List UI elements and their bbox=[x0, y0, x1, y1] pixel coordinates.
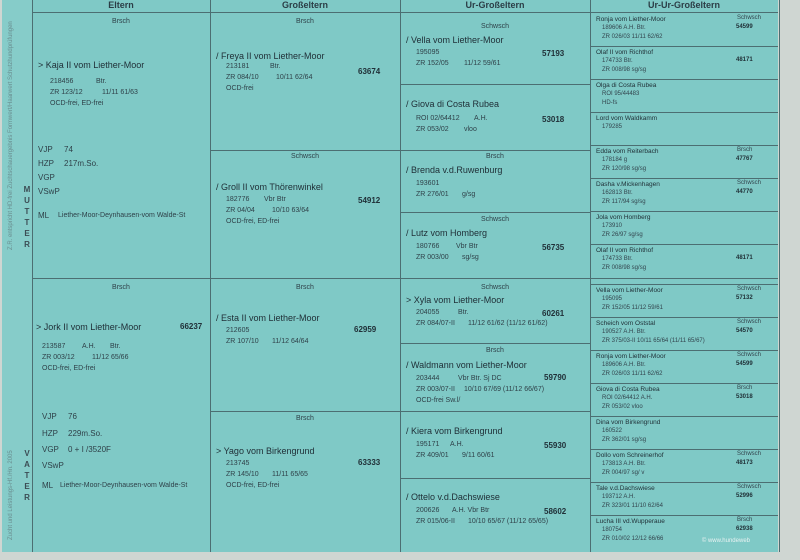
grandparent-3-show: 11/12 64/64 bbox=[272, 338, 309, 345]
great-grandparent-5-reg: 204055 bbox=[416, 309, 440, 316]
grandparent-4-health: OCD-frei, ED-frei bbox=[226, 482, 280, 489]
great-grandparent-6-reg: 203444 bbox=[416, 375, 440, 382]
gg-grandparent-num: 44770 bbox=[736, 189, 753, 195]
ururgross-divider bbox=[590, 178, 778, 179]
father-color: Brsch bbox=[112, 284, 130, 291]
great-grandparent-7-reg: 195171 bbox=[416, 441, 440, 448]
great-grandparent-3-show: g/sg bbox=[462, 191, 476, 198]
father-vjp: 76 bbox=[68, 412, 77, 421]
gg-grandparent-reg: 189606 A.H. Btr. bbox=[602, 362, 646, 368]
divider-mother-father bbox=[32, 278, 778, 279]
father-vgp-label: VGP bbox=[42, 445, 59, 454]
gg-grandparent-name: Dina vom Birkengrund bbox=[596, 419, 661, 426]
great-grandparent-8-reg: 200626 bbox=[416, 507, 440, 514]
grandparent-3-name: / Esta II vom Liether-Moor bbox=[216, 313, 320, 323]
gg-grandparent-name: Edda vom Reiterbach bbox=[596, 148, 659, 155]
gg-grandparent-name: Olga di Costa Rubea bbox=[596, 82, 657, 89]
great-grandparent-5-num: 60261 bbox=[542, 309, 565, 318]
gg-grandparent-name: Olaf II vom Richthof bbox=[596, 49, 654, 56]
gross-divider-1 bbox=[210, 150, 400, 151]
father-vswp-label: VSwP bbox=[42, 461, 64, 470]
mother-name: > Kaja II vom Liether-Moor bbox=[38, 60, 145, 70]
mother-vjp: 74 bbox=[64, 145, 73, 154]
great-grandparent-2-name: / Giova di Costa Rubea bbox=[406, 99, 500, 109]
gg-grandparent-zr: ZR 004/97 sg/ v bbox=[602, 470, 645, 476]
grandparent-2-health: OCD-frei, ED-frei bbox=[226, 218, 280, 225]
gg-grandparent-num: 53018 bbox=[736, 394, 753, 400]
gg-grandparent-name: Lucha III vd.Wupperaue bbox=[596, 518, 665, 525]
mother-vjp-label: VJP bbox=[38, 145, 53, 154]
grandparent-2-num: 54912 bbox=[358, 196, 381, 205]
header-ururgrosseltern: Ur-Ur-Großeltern bbox=[590, 0, 778, 13]
great-grandparent-6-color: Brsch bbox=[486, 347, 504, 354]
gg-grandparent-reg: 190527 A.H. Btr. bbox=[602, 329, 646, 335]
gg-grandparent-zr: ZR 323/01 11/10 62/64 bbox=[602, 503, 663, 509]
great-grandparent-2-num: 53018 bbox=[542, 115, 565, 124]
gg-grandparent-zr: ZR 026/03 11/11 62/62 bbox=[602, 34, 663, 40]
gg-grandparent-zr: ZR 008/98 sg/sg bbox=[602, 265, 647, 271]
column-grosseltern bbox=[210, 0, 401, 552]
gg-grandparent-reg: 193712 A.H. bbox=[602, 494, 636, 500]
gg-grandparent-name: Tale v.d.Dachswiese bbox=[596, 485, 655, 492]
grandparent-2-show: 10/10 63/64 bbox=[272, 207, 309, 214]
pedigree-sheet bbox=[2, 0, 778, 552]
mother-hzp-label: HZP bbox=[38, 159, 54, 168]
father-hzp: 229m.So. bbox=[68, 429, 103, 438]
gross-divider-3 bbox=[210, 411, 400, 412]
watermark: © www.hundeweb bbox=[701, 538, 750, 544]
grandparent-2-tag: Vbr Btr bbox=[264, 196, 286, 203]
mutter-label: M U T T E R bbox=[23, 185, 31, 249]
grandparent-4-name: > Yago vom Birkengrund bbox=[216, 446, 315, 456]
gg-grandparent-color: Brsch bbox=[737, 147, 753, 153]
ururgross-divider bbox=[590, 211, 778, 212]
great-grandparent-1-name: / Vella vom Liether-Moor bbox=[406, 35, 504, 45]
gg-grandparent-color: Schwsch bbox=[737, 352, 762, 358]
gg-grandparent-reg: ROI 95/44483 bbox=[602, 91, 640, 97]
gg-grandparent-name: Olaf II vom Richthof bbox=[596, 247, 654, 254]
great-grandparent-2-reg: ROI 02/64412 bbox=[416, 115, 460, 122]
gg-grandparent-name: Vella vom Liether-Moor bbox=[596, 287, 663, 294]
grandparent-3-num: 62959 bbox=[354, 325, 377, 334]
gg-grandparent-name: Dasha v.Mickenhagen bbox=[596, 181, 660, 188]
great-grandparent-3-name: / Brenda v.d.Ruwenburg bbox=[406, 165, 503, 175]
great-grandparent-2-tag: A.H. bbox=[474, 115, 488, 122]
mother-color: Brsch bbox=[112, 18, 130, 25]
ururgross-divider bbox=[590, 145, 778, 146]
gg-grandparent-num: 54570 bbox=[736, 328, 753, 334]
gg-grandparent-reg: 180754 bbox=[602, 527, 623, 533]
father-reg-tag2: Btr. bbox=[110, 343, 121, 350]
gg-grandparent-num: 54599 bbox=[736, 361, 753, 367]
mother-ml: Liether-Moor-Deynhausen-vom Walde-St bbox=[58, 212, 186, 219]
gg-grandparent-name: Ronja vom Liether-Moor bbox=[596, 353, 666, 360]
grandparent-2-reg: 182776 bbox=[226, 196, 250, 203]
gg-grandparent-zr: ZR 375/03-II 10/11 65/64 (11/11 65/67) bbox=[602, 338, 705, 344]
great-grandparent-1-show: 11/12 59/61 bbox=[464, 60, 501, 67]
mother-reg-tag: Btr. bbox=[96, 78, 107, 85]
gg-grandparent-zr: ZR 010/02 12/12 66/66 bbox=[602, 536, 664, 542]
grandparent-3-zr: ZR 107/10 bbox=[226, 338, 259, 345]
great-grandparent-7-name: / Kiera vom Birkengrund bbox=[406, 426, 503, 436]
great-grandparent-5-zr: ZR 084/07-II bbox=[416, 320, 455, 327]
gg-grandparent-zr: ZR 008/98 sg/sg bbox=[602, 67, 647, 73]
great-grandparent-1-num: 57193 bbox=[542, 49, 565, 58]
gg-grandparent-reg: 174733 Btr. bbox=[602, 256, 633, 262]
great-grandparent-8-name: / Ottelo v.d.Dachswiese bbox=[406, 492, 500, 502]
ururgross-divider bbox=[590, 284, 778, 285]
gg-grandparent-color: Schwsch bbox=[737, 319, 762, 325]
ururgross-divider bbox=[590, 515, 778, 516]
urgross-divider-1 bbox=[400, 84, 590, 85]
great-grandparent-8-num: 58602 bbox=[544, 507, 567, 516]
gg-grandparent-color: Schwsch bbox=[737, 15, 762, 21]
grandparent-4-color: Brsch bbox=[296, 415, 314, 422]
grandparent-4-num: 63333 bbox=[358, 458, 381, 467]
mother-health: OCD-frei, ED-frei bbox=[50, 100, 104, 107]
gg-grandparent-num: 48173 bbox=[736, 460, 753, 466]
father-show: 11/12 65/66 bbox=[92, 354, 129, 361]
ururgross-divider bbox=[590, 383, 778, 384]
grandparent-2-color: Schwsch bbox=[290, 153, 319, 160]
great-grandparent-2-show: vloo bbox=[464, 126, 477, 133]
gg-grandparent-num: 48171 bbox=[736, 57, 753, 63]
mother-vgp-label: VGP bbox=[38, 173, 55, 182]
gg-grandparent-num: 57132 bbox=[736, 295, 753, 301]
grandparent-1-color: Brsch bbox=[296, 18, 314, 25]
ururgross-divider bbox=[590, 350, 778, 351]
father-ml: Liether-Moor-Deynhausen-vom Walde-St bbox=[60, 482, 188, 489]
mother-show: 11/11 61/63 bbox=[102, 89, 138, 96]
gg-grandparent-color: Brsch bbox=[737, 517, 753, 523]
gg-grandparent-zr: HD-fs bbox=[602, 100, 618, 106]
great-grandparent-6-tag: Vbr Btr. Sj DC bbox=[458, 375, 502, 382]
grandparent-4-zr: ZR 145/10 bbox=[226, 471, 259, 478]
gg-grandparent-reg: 195095 bbox=[602, 296, 623, 302]
ururgross-divider bbox=[590, 449, 778, 450]
header-grosseltern: Großeltern bbox=[210, 0, 400, 13]
father-ml-label: ML bbox=[42, 481, 54, 490]
gg-grandparent-reg: 174733 Btr. bbox=[602, 58, 633, 64]
ururgross-divider bbox=[590, 112, 778, 113]
gg-grandparent-color: Brsch bbox=[737, 385, 753, 391]
ururgross-divider bbox=[590, 46, 778, 47]
ururgross-divider bbox=[590, 416, 778, 417]
gg-grandparent-color: Schwsch bbox=[737, 286, 762, 292]
great-grandparent-4-name: / Lutz vom Homberg bbox=[406, 228, 488, 238]
urgross-divider-3 bbox=[400, 212, 590, 213]
great-grandparent-5-name: > Xyla vom Liether-Moor bbox=[406, 295, 505, 305]
great-grandparent-4-show: sg/sg bbox=[462, 254, 479, 261]
great-grandparent-1-reg: 195095 bbox=[416, 49, 440, 56]
gg-grandparent-name: Jola vom Homberg bbox=[596, 214, 651, 221]
mother-zr: ZR 123/12 bbox=[50, 89, 83, 96]
gg-grandparent-num: 54599 bbox=[736, 24, 753, 30]
gg-grandparent-zr: ZR 120/98 sg/sg bbox=[602, 166, 647, 172]
father-vjp-label: VJP bbox=[42, 412, 57, 421]
great-grandparent-4-num: 56735 bbox=[542, 243, 565, 252]
header-urgrosseltern: Ur-Großeltern bbox=[400, 0, 590, 13]
grandparent-1-name: / Freya II vom Liether-Moor bbox=[216, 51, 325, 61]
great-grandparent-5-color: Schwsch bbox=[480, 284, 509, 291]
great-grandparent-7-tag: A.H. bbox=[450, 441, 464, 448]
great-grandparent-4-reg: 180766 bbox=[416, 243, 440, 250]
side-strip bbox=[2, 0, 32, 552]
gg-grandparent-zr: ZR 152/05 11/12 59/61 bbox=[602, 305, 663, 311]
gg-grandparent-zr: ZR 362/01 sg/sg bbox=[602, 437, 647, 443]
urgross-divider-6 bbox=[400, 411, 590, 412]
grandparent-1-num: 63674 bbox=[358, 67, 381, 76]
great-grandparent-2-zr: ZR 053/02 bbox=[416, 126, 449, 133]
gg-grandparent-reg: 179285 bbox=[602, 124, 623, 130]
vater-label: V A T E R bbox=[24, 449, 30, 502]
gg-grandparent-reg: 160522 bbox=[602, 428, 623, 434]
gg-grandparent-reg: 189606 A.H. Btr. bbox=[602, 25, 646, 31]
side-note-bottom: Zucht und Leistungs-Hf./Hn. 2005 bbox=[8, 450, 14, 540]
grandparent-4-reg: 213745 bbox=[226, 460, 250, 467]
gg-grandparent-name: Dollo vom Schreinerhof bbox=[596, 452, 664, 459]
great-grandparent-7-zr: ZR 409/01 bbox=[416, 452, 449, 459]
grandparent-4-show: 11/11 65/65 bbox=[272, 471, 308, 478]
great-grandparent-7-num: 55930 bbox=[544, 441, 567, 450]
mother-ml-label: ML bbox=[38, 211, 50, 220]
gg-grandparent-color: Schwsch bbox=[737, 180, 762, 186]
father-num: 66237 bbox=[180, 322, 203, 331]
great-grandparent-3-color: Brsch bbox=[486, 153, 504, 160]
great-grandparent-6-num: 59790 bbox=[544, 373, 567, 382]
great-grandparent-4-color: Schwsch bbox=[480, 216, 509, 223]
gg-grandparent-reg: 173813 A.H. Btr. bbox=[602, 461, 646, 467]
urgross-divider-7 bbox=[400, 478, 590, 479]
gg-grandparent-reg: 173910 bbox=[602, 223, 623, 229]
gg-grandparent-name: Scheich vom Oststal bbox=[596, 320, 656, 327]
great-grandparent-3-zr: ZR 276/01 bbox=[416, 191, 449, 198]
mother-hzp: 217m.So. bbox=[64, 159, 99, 168]
header-eltern: Eltern bbox=[32, 0, 210, 13]
great-grandparent-4-tag: Vbr Btr bbox=[456, 243, 478, 250]
ururgross-divider bbox=[590, 482, 778, 483]
grandparent-1-health: OCD-frei bbox=[226, 85, 254, 92]
urgross-divider-5 bbox=[400, 343, 590, 344]
mother-reg: 218456 bbox=[50, 78, 74, 85]
great-grandparent-6-zr: ZR 003/07-II bbox=[416, 386, 455, 393]
ururgross-divider bbox=[590, 244, 778, 245]
side-note-top: Z.R. entspricht HD-frei Zuchtschauergebnis Formwert/Haarwert Schutzhundprüfungen bbox=[8, 21, 14, 250]
gg-grandparent-name: Lord vom Waldkamm bbox=[596, 115, 658, 122]
gg-grandparent-name: Ronja vom Liether-Moor bbox=[596, 16, 666, 23]
great-grandparent-6-name: / Waldmann vom Liether-Moor bbox=[406, 360, 527, 370]
great-grandparent-6-health: OCD-frei Sw.l/ bbox=[416, 397, 461, 404]
gg-grandparent-name: Giova di Costa Rubea bbox=[596, 386, 660, 393]
gg-grandparent-zr: ZR 053/02 vloo bbox=[602, 404, 643, 410]
gg-grandparent-color: Schwsch bbox=[737, 484, 762, 490]
father-hzp-label: HZP bbox=[42, 429, 58, 438]
grandparent-3-reg: 212605 bbox=[226, 327, 250, 334]
ururgross-divider bbox=[590, 317, 778, 318]
gg-grandparent-reg: 162813 Btr. bbox=[602, 190, 633, 196]
great-grandparent-8-zr: ZR 015/06-II bbox=[416, 518, 455, 525]
great-grandparent-6-show: 10/10 67/69 (11/12 66/67) bbox=[464, 386, 545, 393]
ururgross-divider bbox=[590, 79, 778, 80]
father-reg: 213587 bbox=[42, 343, 66, 350]
grandparent-1-reg: 213181 bbox=[226, 63, 250, 70]
grandparent-3-color: Brsch bbox=[296, 284, 314, 291]
great-grandparent-8-show: 10/10 65/67 (11/12 65/65) bbox=[468, 518, 549, 525]
father-reg-tag: A.H. bbox=[82, 343, 96, 350]
gg-grandparent-num: 47767 bbox=[736, 156, 753, 162]
father-health: OCD-frei, ED-frei bbox=[42, 365, 96, 372]
great-grandparent-4-zr: ZR 003/00 bbox=[416, 254, 449, 261]
gg-grandparent-zr: ZR 117/94 sg/sg bbox=[602, 199, 646, 205]
great-grandparent-7-show: 9/11 60/61 bbox=[462, 452, 495, 459]
gg-grandparent-color: Schwsch bbox=[737, 451, 762, 457]
grandparent-1-show: 10/11 62/64 bbox=[276, 74, 313, 81]
great-grandparent-1-color: Schwsch bbox=[480, 23, 509, 30]
gg-grandparent-zr: ZR 026/03 11/11 62/62 bbox=[602, 371, 663, 377]
grandparent-1-zr: ZR 084/10 bbox=[226, 74, 259, 81]
grandparent-1-tag: Btr. bbox=[270, 63, 281, 70]
column-urgrosseltern bbox=[400, 0, 591, 552]
mother-vswp-label: VSwP bbox=[38, 187, 60, 196]
great-grandparent-5-show: 11/12 61/62 (11/12 61/62) bbox=[468, 320, 548, 327]
father-vgp: 0 + I /3520F bbox=[68, 445, 111, 454]
grandparent-2-name: / Groll II vom Thörenwinkel bbox=[216, 182, 323, 192]
father-name: > Jork II vom Liether-Moor bbox=[36, 322, 142, 332]
gg-grandparent-num: 52996 bbox=[736, 493, 753, 499]
father-zr: ZR 003/12 bbox=[42, 354, 75, 361]
great-grandparent-3-reg: 193601 bbox=[416, 180, 440, 187]
gg-grandparent-zr: ZR 26/97 sg/sg bbox=[602, 232, 643, 238]
urgross-divider-2 bbox=[400, 150, 590, 151]
gg-grandparent-reg: 178184 g bbox=[602, 157, 628, 163]
gg-grandparent-reg: ROI 02/64412 A.H. bbox=[602, 395, 653, 401]
great-grandparent-5-tag: Btr. bbox=[458, 309, 469, 316]
grandparent-2-zr: ZR 04/04 bbox=[226, 207, 255, 214]
great-grandparent-8-tag: A.H. Vbr Btr bbox=[452, 507, 490, 514]
great-grandparent-1-zr: ZR 152/05 bbox=[416, 60, 449, 67]
gg-grandparent-num: 48171 bbox=[736, 255, 753, 261]
gg-grandparent-num: 62938 bbox=[736, 526, 753, 532]
